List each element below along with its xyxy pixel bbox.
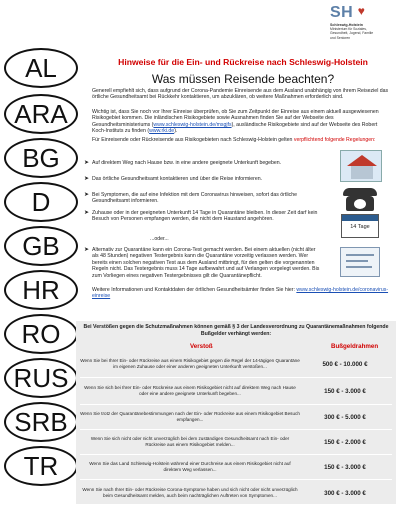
logo-org-line: und Senioren bbox=[330, 35, 351, 40]
language-rus-button[interactable]: RUS bbox=[4, 358, 78, 398]
logo-brand: SH bbox=[330, 4, 354, 21]
row-divider bbox=[80, 404, 392, 405]
language-bg-button[interactable]: BG bbox=[4, 138, 78, 178]
language-al-button[interactable]: AL bbox=[4, 48, 78, 88]
page-subtitle: Was müssen Reisende beachten? bbox=[151, 72, 335, 86]
fine-amount: 500 € - 10.000 € bbox=[322, 360, 368, 368]
or-separator: ...oder... bbox=[150, 236, 169, 242]
calendar-icon bbox=[341, 214, 379, 238]
language-ara-button[interactable]: ARA bbox=[4, 94, 78, 134]
column-header-violation: Verstoß bbox=[190, 343, 213, 350]
arrow-right-icon: ➤ bbox=[84, 176, 90, 182]
logo-organization bbox=[330, 23, 396, 40]
column-header-fine: Bußgeldrahmen bbox=[331, 343, 379, 350]
ministry-link[interactable]: www.schleswig-holstein.de/msgjfs bbox=[153, 121, 232, 128]
paragraph-text: Wichtig ist, dass Sie noch vor Ihrer Einreise überprüfen, ob Sie zum Zeitpunkt der Einreise aus einem aktuell ausgewiesenen Risikogebiet kommen. Die inländischen Risikogebiete sowie Ausnahmen finden Sie auf der Webseite des Gesundheitsministeriums ( bbox=[92, 109, 379, 128]
rules-intro bbox=[92, 137, 392, 143]
table-row bbox=[80, 380, 394, 402]
arrow-right-icon: ➤ bbox=[84, 210, 90, 216]
fine-amount: 150 € - 3.000 € bbox=[324, 387, 366, 395]
fine-amount: 300 € - 3.000 € bbox=[324, 489, 366, 497]
risk-area-paragraph bbox=[92, 109, 392, 135]
fine-amount: 300 € - 5.000 € bbox=[324, 413, 366, 421]
violation-text: Wenn Sie bei Ihrer Ein- oder Rückreise aus einem Risikogebiet gegen die Regel der 14-tägigen Quarantäne im eigenen Zuhause oder einer anderen geeigneten Unterkunft verstoßen... bbox=[80, 358, 300, 369]
rule-text: Alternativ zur Quarantäne kann ein Corona-Test gemacht werden. Bei einem aktuellen (nicht älter als 48 Stunden) negativen Testergebnis kann die Quarantäne vorzeitig verlassen werden. Wer bereits einen solchen negativen Test aus dem Ausland mitbringt, für den gelten die vorgenannten Regeln nicht. Das Testergebnis muss 14 Tage aufbewahrt und auf Verlangen vorgelegt werden. Bis zum Vorliegen eines negativen Testergebnisses gilt die Quarantänepflicht. bbox=[92, 247, 320, 279]
logo-org-line: Ministerium für Soziales, bbox=[330, 27, 367, 32]
language-hr-button[interactable]: HR bbox=[4, 270, 78, 310]
arrow-right-icon: ➤ bbox=[84, 192, 90, 198]
table-row bbox=[80, 432, 394, 452]
paragraph-text: Weitere Informationen und Kontaktdaten der örtlichen Gesundheitsämter finden Sie hier: bbox=[92, 287, 297, 293]
language-srb-button[interactable]: SRB bbox=[4, 402, 78, 442]
row-divider bbox=[80, 479, 392, 480]
arrow-right-icon: ➤ bbox=[84, 247, 90, 253]
paragraph-text: Für Einreisende oder Rückreisende aus Risikogebieten nach Schleswig-Holstein gelten bbox=[92, 137, 294, 143]
house-icon bbox=[340, 150, 382, 182]
rki-link[interactable]: www.rki.de bbox=[149, 128, 175, 135]
arrow-right-icon: ➤ bbox=[84, 160, 90, 166]
language-d-button[interactable]: D bbox=[4, 182, 78, 222]
logo-org-line: Schleswig-Holstein bbox=[330, 23, 363, 27]
violation-text: Wenn Sie sich nicht oder nicht unverzüglich bei dem zuständigen Gesundheitsamt nach Ein- oder Rückreise aus einem Risikogebiet melden... bbox=[90, 436, 290, 447]
rule-text: Zuhause oder in der geeigneten Unterkunft 14 Tage in Quarantäne bleiben. In dieser Zeit darf kein Besuch von Personen empfangen werden, die nicht dem Haustand angehören. bbox=[92, 210, 318, 223]
table-row bbox=[80, 407, 394, 427]
more-info-paragraph bbox=[92, 287, 392, 300]
rule-text: Das örtliche Gesundheitsamt kontaktieren und über die Reise informieren. bbox=[92, 176, 263, 182]
language-gb-button[interactable]: GB bbox=[4, 226, 78, 266]
language-ro-button[interactable]: RO bbox=[4, 314, 78, 354]
rule-text: Auf direktem Weg nach Hause bzw. in eine andere geeignete Unterkunft begeben. bbox=[92, 160, 282, 166]
telephone-icon bbox=[343, 188, 377, 212]
row-divider bbox=[80, 454, 392, 455]
fine-amount: 150 € - 2.000 € bbox=[324, 438, 366, 446]
table-row bbox=[80, 353, 394, 375]
heart-icon: ♥ bbox=[357, 4, 365, 18]
violation-text: Wenn Sie sich bei Ihrer Ein- oder Rückreise aus einem Risikogebiet nicht auf direktem Weg nach Hause oder eine andere geeignete Unterkunft begeben... bbox=[84, 385, 296, 396]
intro-paragraph: Generell empfiehlt sich, dass aufgrund der Corona-Pandemie Einreisende aus dem Ausland unabhängig von ihrem Reiseziel das örtliche Gesundheitsamt bei Rückkehr kontaktieren, um abzuklären, ob weitere Maßnahmen erforderlich sind. bbox=[92, 88, 389, 101]
violation-text: Wenn Sie nach Ihrer Ein- oder Rückreise Corona-Symptome haben und sich nicht oder nicht unverzüglich beim Gesundheitsamt melden, auch beim nachträglichen Auftreten von Symptomen... bbox=[82, 487, 298, 498]
violation-text: Wenn Sie trotz der Quarantänebestimmungen nach der Ein- oder Rückreise aus einem Risikogebiet Besuch empfangen... bbox=[80, 411, 300, 422]
calendar-label: 14 Tage bbox=[350, 224, 370, 230]
page-title: Hinweise für die Ein- und Rückreise nach Schleswig-Holstein bbox=[118, 57, 368, 67]
rule-text: Bei Symptomen, die auf eine Infektion mit dem Coronavirus hinweisen, sofort das örtliche Gesundheitsamt informieren. bbox=[92, 192, 298, 205]
row-divider bbox=[80, 429, 392, 430]
row-divider bbox=[80, 377, 392, 378]
logo-org-line: Gesundheit, Jugend, Familie bbox=[330, 31, 374, 36]
ministry-logo bbox=[330, 4, 396, 40]
violation-text: Wenn Sie das Land Schleswig-Holstein während einer Durchreise aus einem Risikogebiet nicht auf direktem Weg verlassen... bbox=[89, 461, 291, 472]
table-row bbox=[80, 481, 394, 505]
language-tr-button[interactable]: TR bbox=[4, 446, 78, 486]
table-row bbox=[80, 457, 394, 477]
paragraph-text: ). bbox=[174, 128, 178, 135]
fine-amount: 150 € - 3.000 € bbox=[324, 463, 366, 471]
test-certificate-icon bbox=[340, 247, 380, 277]
more-info-link[interactable]: www.schleswig-holstein.de/coronavirus-einreise bbox=[92, 287, 389, 300]
fines-title: Bei Verstößen gegen die Schutzmaßnahmen können gemäß § 3 der Landesverordnung zu Quarantänemaßnahmen folgende Bußgelder verhängt werden: bbox=[83, 324, 389, 337]
paragraph-text: ), ausländische Risikogebiete sind auf der Webseite des Robert Koch-Instituts zu finden ( bbox=[92, 121, 378, 135]
mandatory-rules-label: verpflichtend folgende Regelungen: bbox=[293, 137, 376, 143]
